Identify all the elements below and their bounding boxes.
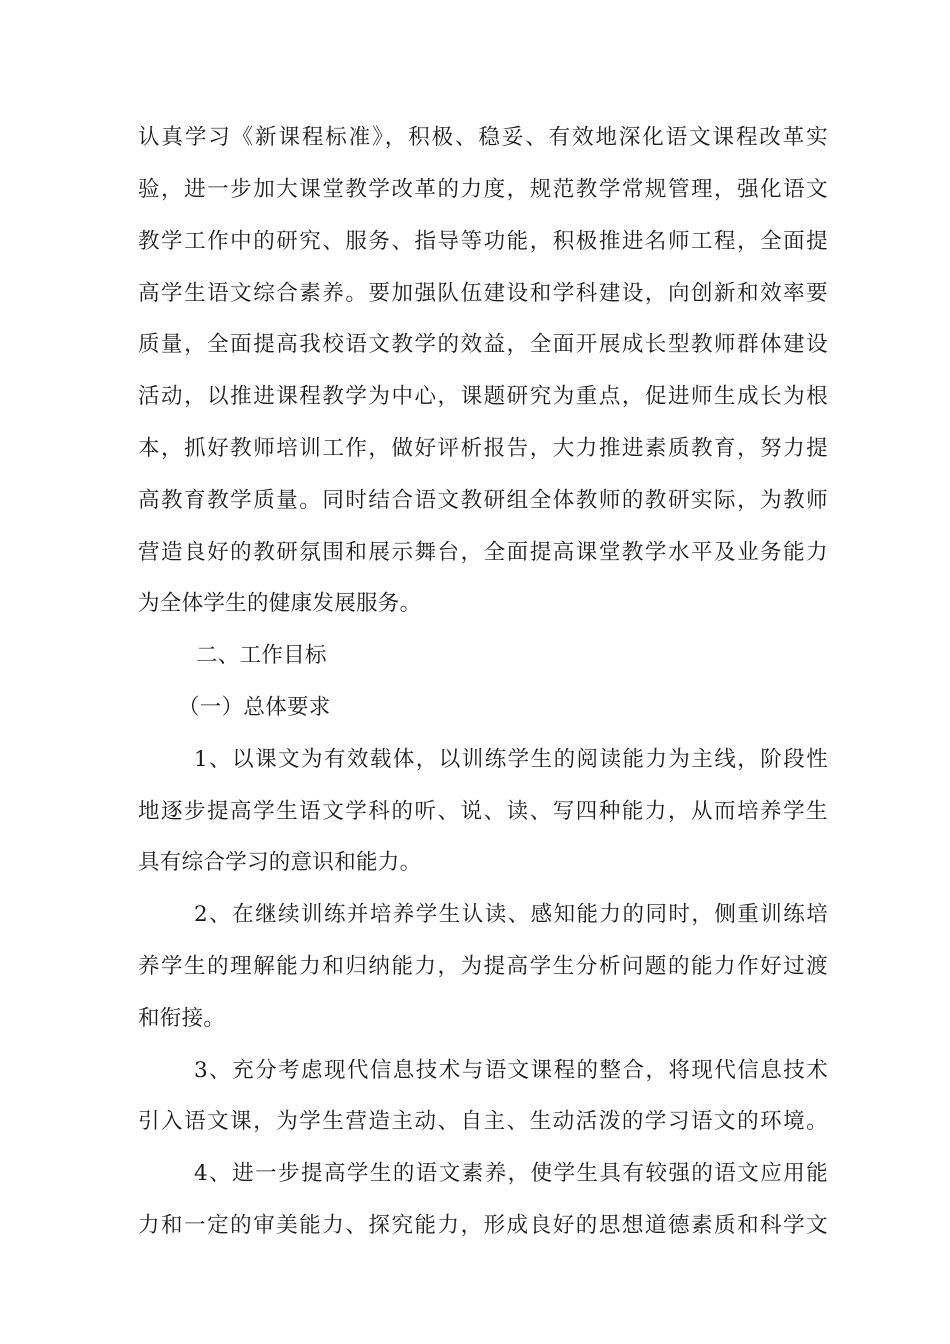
paragraph-line: 地逐步提高学生语文学科的听、说、读、写四种能力，从而培养学生 <box>138 799 828 824</box>
paragraph-line: 和衔接。 <box>138 1006 226 1031</box>
paragraph-line: 3、充分考虑现代信息技术与语文课程的整合，将现代信息技术 <box>194 1058 828 1083</box>
section-heading: 二、工作目标 <box>196 643 327 668</box>
paragraph-line: 教学工作中的研究、服务、指导等功能，积极推进名师工程，全面提 <box>138 229 828 254</box>
paragraph-line: 验，进一步加大课堂教学改革的力度，规范教学常规管理，强化语文 <box>138 177 828 202</box>
paragraph-line: 1、以课文为有效载体，以训练学生的阅读能力为主线，阶段性 <box>194 747 828 772</box>
paragraph-line: 力和一定的审美能力、探究能力，形成良好的思想道德素质和科学文 <box>138 1213 828 1238</box>
paragraph-line: 认真学习《新课程标准》，积极、稳妥、有效地深化语文课程改革实 <box>138 125 828 150</box>
paragraph-line: 本，抓好教师培训工作，做好评析报告，大力推进素质教育，努力提 <box>138 436 828 461</box>
paragraph-line: 为全体学生的健康发展服务。 <box>138 591 422 616</box>
paragraph-line: 养学生的理解能力和归纳能力，为提高学生分析问题的能力作好过渡 <box>138 954 828 979</box>
paragraph-line: 具有综合学习的意识和能力。 <box>138 850 422 875</box>
paragraph-line: 质量，全面提高我校语文教学的效益，全面开展成长型教师群体建设 <box>138 332 828 357</box>
subsection-heading: （一）总体要求 <box>178 695 331 720</box>
paragraph-line: 引入语文课，为学生营造主动、自主、生动活泼的学习语文的环境。 <box>138 1109 828 1134</box>
paragraph-line: 活动，以推进课程教学为中心，课题研究为重点，促进师生成长为根 <box>138 384 828 409</box>
paragraph-line: 2、在继续训练并培养学生认读、感知能力的同时，侧重训练培 <box>194 902 828 927</box>
paragraph-line: 营造良好的教研氛围和展示舞台，全面提高课堂教学水平及业务能力 <box>138 540 828 565</box>
paragraph-line: 高学生语文综合素养。要加强队伍建设和学科建设，向创新和效率要 <box>138 281 828 306</box>
paragraph-line: 高教育教学质量。同时结合语文教研组全体教师的教研实际，为教师 <box>138 488 828 513</box>
paragraph-line: 4、进一步提高学生的语文素养，使学生具有较强的语文应用能 <box>194 1161 828 1186</box>
